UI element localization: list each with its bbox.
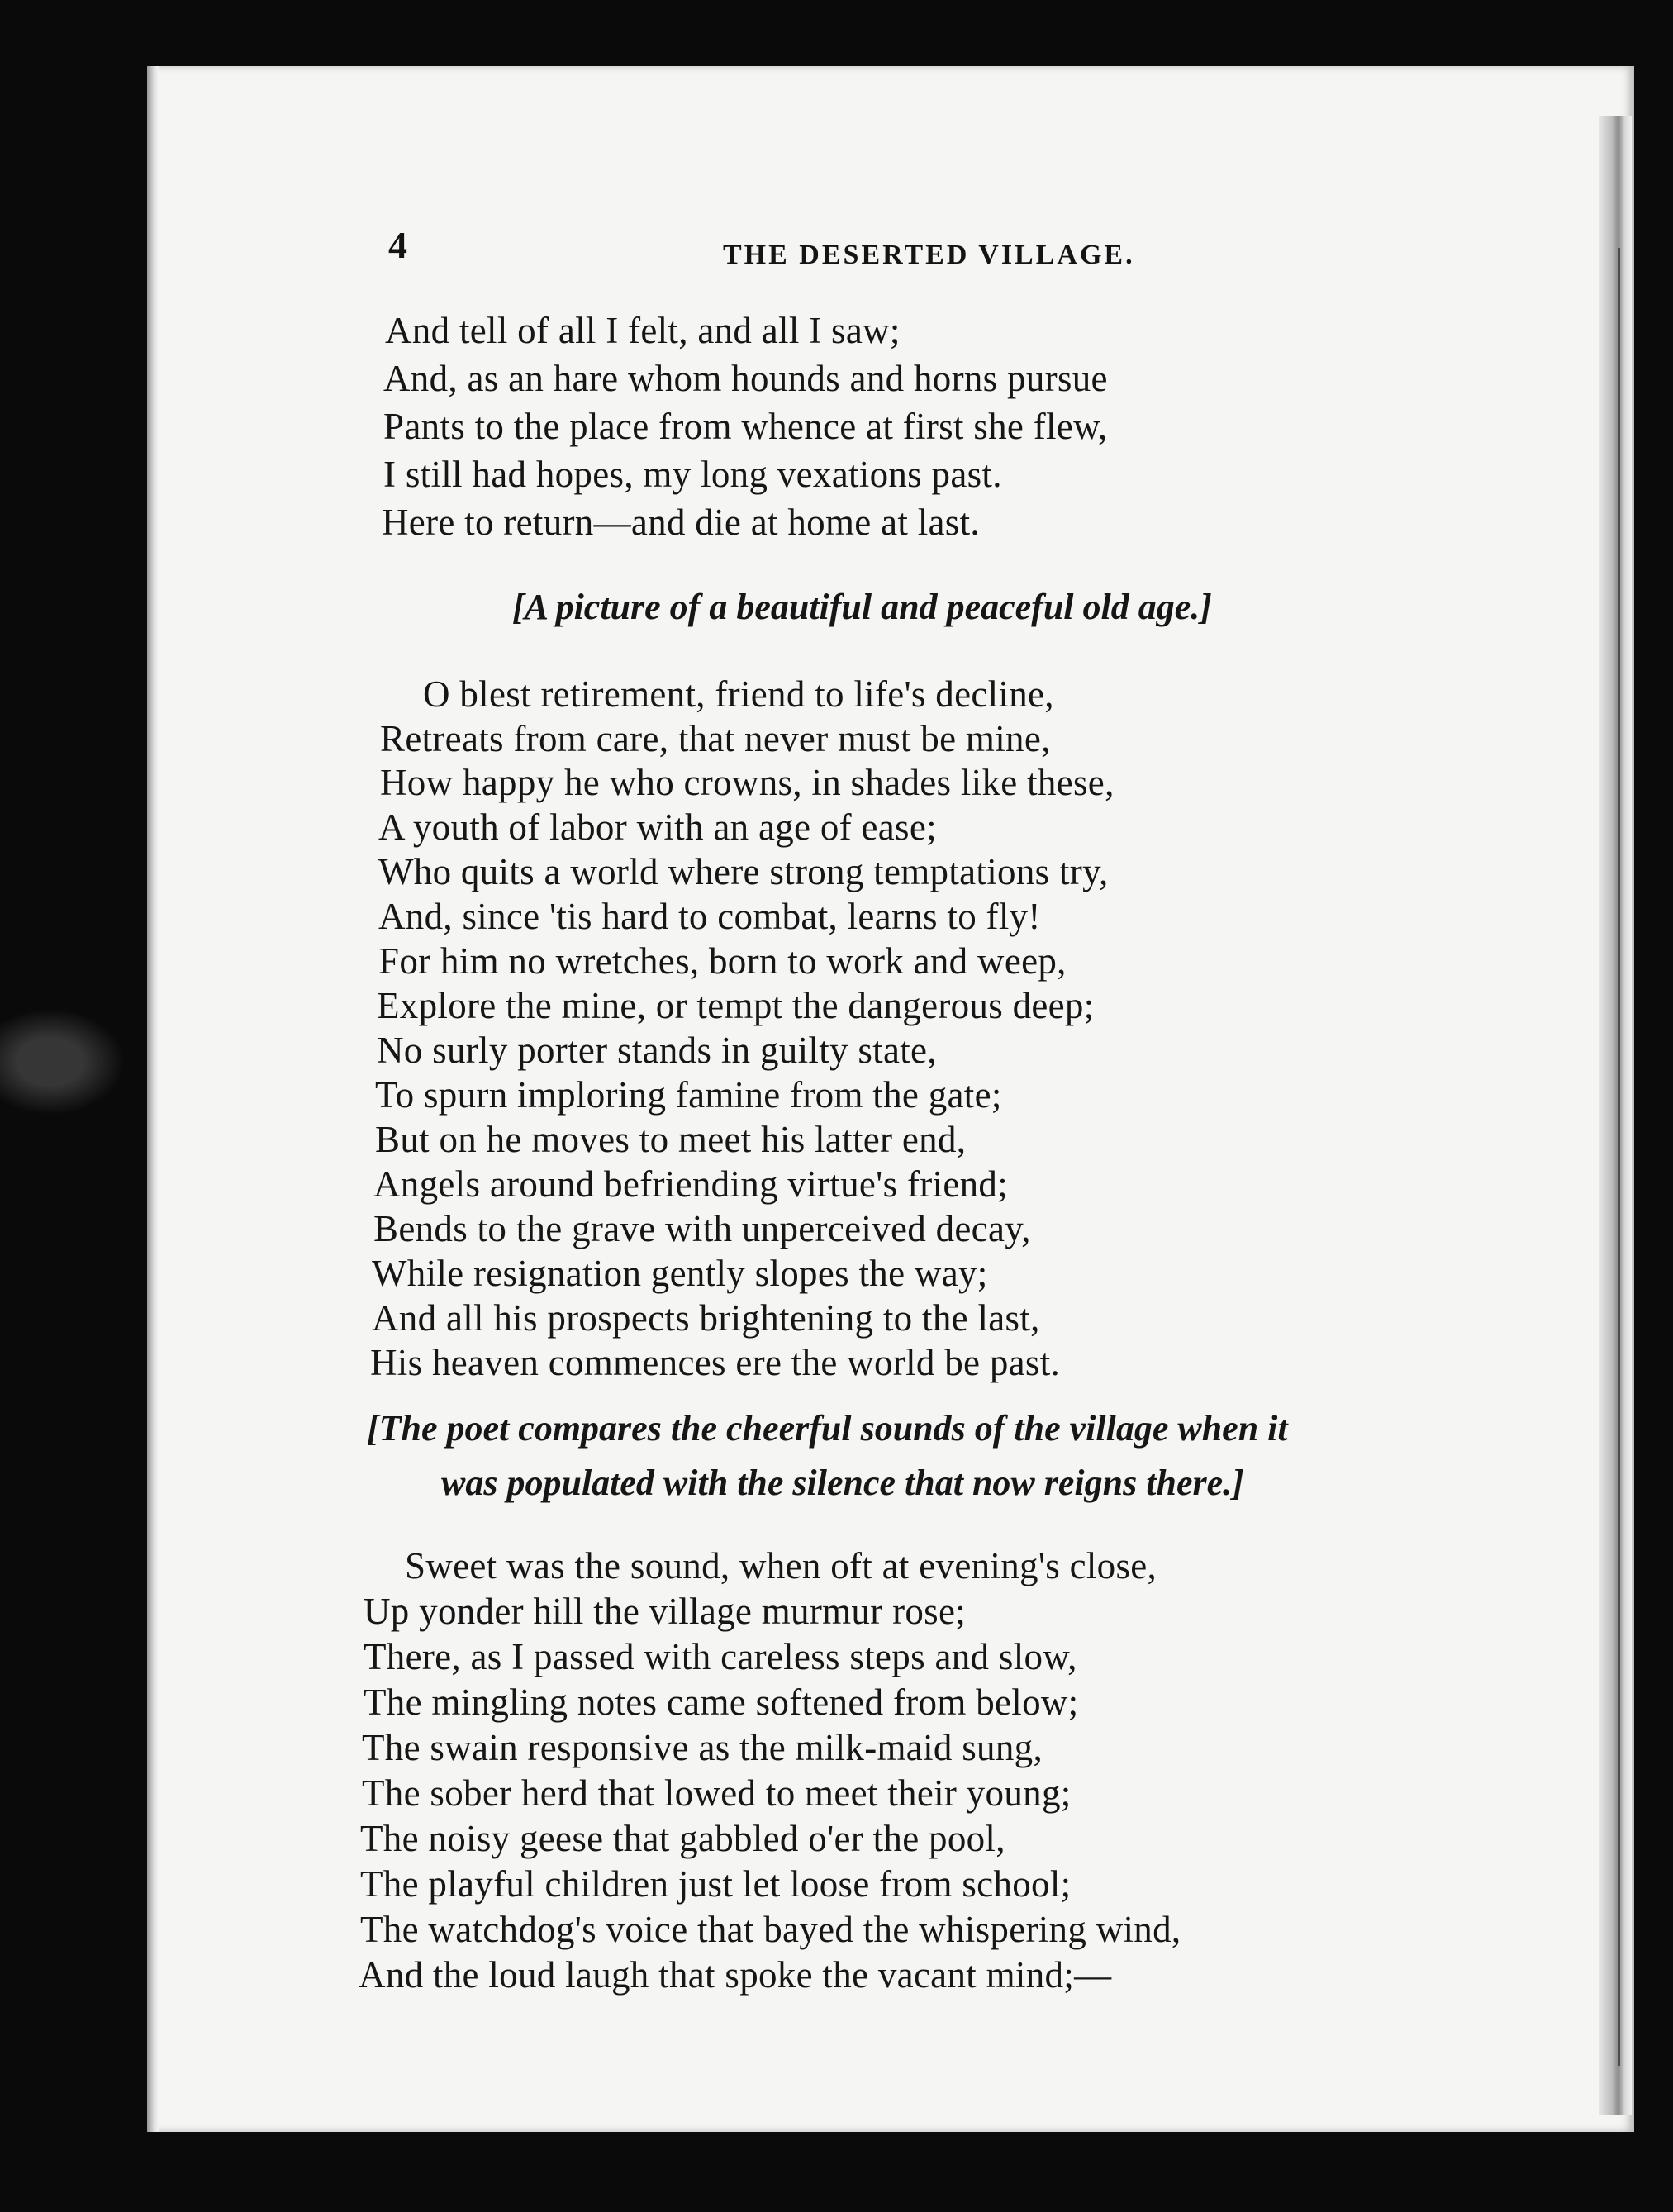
verse-line: Who quits a world where strong temptations try,: [378, 851, 1109, 892]
verse-line: The noisy geese that gabbled o'er the pool,: [360, 1818, 1005, 1859]
verse-line: The swain responsive as the milk-maid sung,: [362, 1727, 1043, 1768]
verse-line: And all his prospects brightening to the last,: [372, 1297, 1040, 1339]
verse-line: O blest retirement, friend to life's decline,: [423, 673, 1054, 715]
verse-line: And, as an hare whom hounds and horns pursue: [383, 358, 1108, 399]
verse-line: Bends to the grave with unperceived decay,: [373, 1208, 1031, 1249]
verse-line: The mingling notes came softened from below;: [364, 1682, 1079, 1723]
editorial-note: [A picture of a beautiful and peaceful old age.]: [512, 587, 1212, 627]
verse-line: The sober herd that lowed to meet their young;: [362, 1772, 1072, 1814]
verse-line: And, since 'tis hard to combat, learns to fly!: [378, 896, 1041, 937]
editorial-note: [The poet compares the cheerful sounds of the village when it: [367, 1408, 1288, 1449]
verse-line: The watchdog's voice that bayed the whispering wind,: [360, 1909, 1181, 1950]
verse-line: His heaven commences ere the world be past.: [370, 1342, 1061, 1383]
verse-line: Pants to the place from whence at first she flew,: [383, 406, 1108, 447]
editorial-note: was populated with the silence that now reigns there.]: [441, 1463, 1244, 1503]
verse-line: For him no wretches, born to work and weep,: [378, 940, 1067, 982]
verse-line: Here to return—and die at home at last.: [382, 502, 980, 543]
verse-line: And tell of all I felt, and all I saw;: [385, 310, 901, 351]
verse-line: No surly porter stands in guilty state,: [377, 1030, 937, 1071]
verse-line: While resignation gently slopes the way;: [372, 1253, 988, 1294]
verse-line: How happy he who crowns, in shades like these,: [380, 762, 1115, 803]
page-number: 4: [388, 224, 407, 266]
page-left-edge: [147, 66, 159, 2132]
verse-line: A youth of labor with an age of ease;: [378, 806, 937, 848]
verse-line: And the loud laugh that spoke the vacant mind;—: [359, 1954, 1112, 1996]
verse-line: Angels around befriending virtue's friend;: [373, 1163, 1008, 1205]
verse-line: The playful children just let loose from school;: [360, 1863, 1072, 1905]
page-header: [388, 223, 1214, 281]
verse-line: To spurn imploring famine from the gate;: [375, 1074, 1002, 1116]
verse-line: I still had hopes, my long vexations past.: [383, 454, 1002, 495]
verse-line: But on he moves to meet his latter end,: [375, 1119, 967, 1160]
verse-line: There, as I passed with careless steps and slow,: [364, 1636, 1077, 1677]
page-gutter-edge: [1599, 116, 1632, 2115]
verse-line: Sweet was the sound, when oft at evening's close,: [405, 1545, 1157, 1586]
page-gutter-line: [1618, 248, 1620, 2066]
verse-line: Explore the mine, or tempt the dangerous deep;: [377, 985, 1095, 1026]
verse-line: Up yonder hill the village murmur rose;: [364, 1591, 967, 1632]
running-title: THE DESERTED VILLAGE.: [723, 240, 1135, 270]
verse-line: Retreats from care, that never must be mine,: [380, 718, 1051, 759]
